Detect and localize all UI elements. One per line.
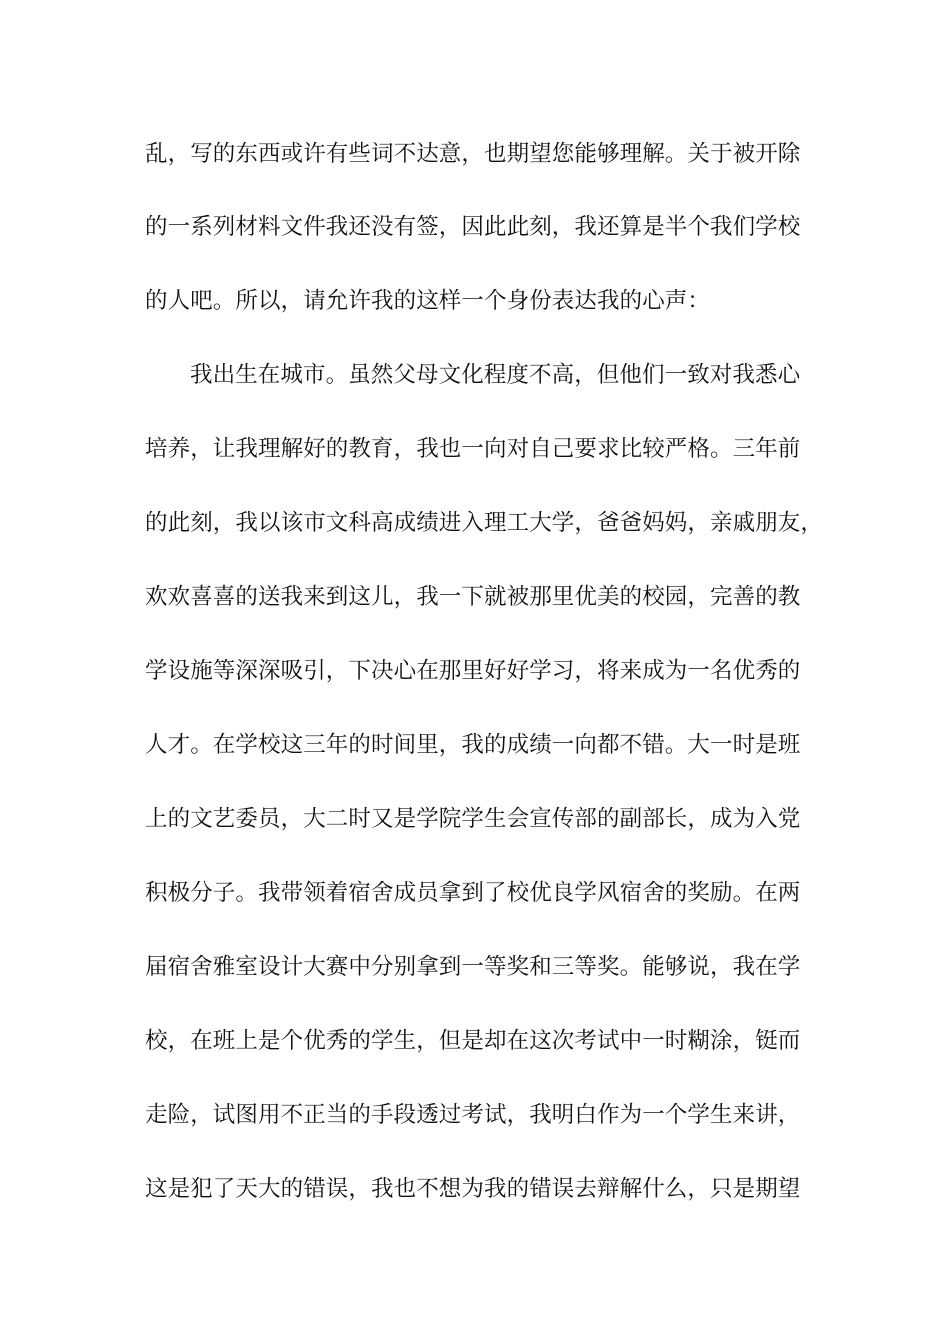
text-line: 的此刻，我以该市文科高成绩进入理工大学，爸爸妈妈，亲戚朋友，: [145, 510, 824, 536]
text-line: 届宿舍雅室设计大赛中分别拿到一等奖和三等奖。能够说，我在学: [145, 954, 801, 980]
text-line: 培养，让我理解好的教育，我也一向对自己要求比较严格。三年前: [145, 436, 801, 462]
text-line: 校，在班上是个优秀的学生，但是却在这次考试中一时糊涂，铤而: [145, 1028, 801, 1054]
text-line: 的一系列材料文件我还没有签，因此此刻，我还算是半个我们学校: [145, 214, 801, 240]
text-line: 积极分子。我带领着宿舍成员拿到了校优良学风宿舍的奖励。在两: [145, 880, 801, 906]
text-line: 学设施等深深吸引，下决心在那里好好学习，将来成为一名优秀的: [145, 658, 801, 684]
text-line: 的人吧。所以，请允许我的这样一个身份表达我的心声：: [145, 288, 711, 314]
text-line: 人才。在学校这三年的时间里，我的成绩一向都不错。大一时是班: [145, 732, 801, 758]
paragraph-first-line: 我出生在城市。虽然父母文化程度不高，但他们一致对我悉心: [190, 362, 801, 388]
text-line: 上的文艺委员，大二时又是学院学生会宣传部的副部长，成为入党: [145, 806, 801, 832]
text-line: 欢欢喜喜的送我来到这儿，我一下就被那里优美的校园，完善的教: [145, 584, 801, 610]
text-line: 这是犯了天大的错误，我也不想为我的错误去辩解什么，只是期望: [145, 1176, 801, 1202]
text-line: 乱，写的东西或许有些词不达意，也期望您能够理解。关于被开除: [145, 141, 801, 167]
text-line: 走险，试图用不正当的手段透过考试，我明白作为一个学生来讲，: [145, 1102, 801, 1128]
